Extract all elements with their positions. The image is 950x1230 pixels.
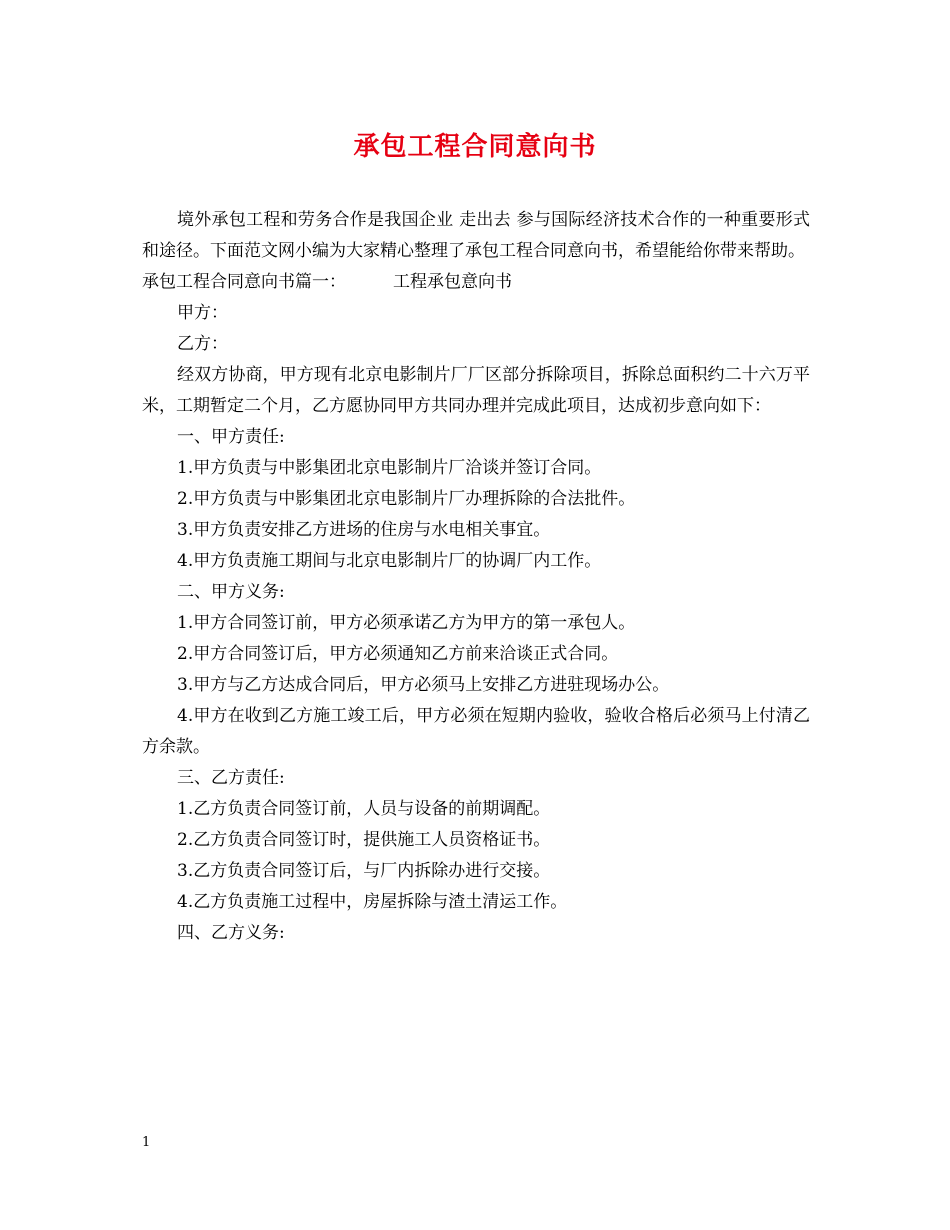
subtitle-left: 承包工程合同意向书篇一：: [142, 272, 346, 292]
section-item: 1.甲方合同签订前，甲方必须承诺乙方为甲方的第一承包人。: [177, 613, 636, 633]
section-item: 2.乙方负责合同签订时，提供施工人员资格证书。: [177, 830, 551, 850]
section-item: 4.甲方负责施工期间与北京电影制片厂的协调厂内工作。: [177, 551, 602, 571]
document-title: 承包工程合同意向书: [353, 132, 597, 162]
preamble-paragraph: 经双方协商，甲方现有北京电影制片厂厂区部分拆除项目，拆除总面积约二十六万平米，工期暂定二个月，乙方愿协同甲方共同办理并完成此项目，达成初步意向如下：: [142, 365, 810, 416]
section-item: 3.甲方与乙方达成合同后，甲方必须马上安排乙方进驻现场办公。: [177, 675, 670, 695]
section-heading: 四、乙方义务:: [177, 923, 285, 943]
section-item: 2.甲方合同签订后，甲方必须通知乙方前来洽谈正式合同。: [177, 644, 619, 664]
section-heading: 一、甲方责任:: [177, 427, 285, 447]
page-number: 1: [142, 1135, 151, 1150]
party-b-label: 乙方：: [177, 334, 228, 354]
section-item: 3.乙方负责合同签订后，与厂内拆除办进行交接。: [177, 861, 551, 881]
section-item: 2.甲方负责与中影集团北京电影制片厂办理拆除的合法批件。: [177, 489, 636, 509]
section-item: 4.甲方在收到乙方施工竣工后，甲方必须在短期内验收，验收合格后必须马上付清乙方余款。: [142, 706, 810, 757]
section-heading: 二、甲方义务:: [177, 582, 285, 602]
party-a-label: 甲方：: [177, 303, 228, 323]
section-item: 4.乙方负责施工过程中，房屋拆除与渣土清运工作。: [177, 892, 568, 912]
section-item: 1.甲方负责与中影集团北京电影制片厂洽谈并签订合同。: [177, 458, 602, 478]
intro-paragraph: 境外承包工程和劳务合作是我国企业 走出去 参与国际经济技术合作的一种重要形式和途径。下面范文网小编为大家精心整理了承包工程合同意向书，希望能给你带来帮助。: [142, 210, 810, 261]
document-body: [142, 205, 810, 949]
section-item: 1.乙方负责合同签订前，人员与设备的前期调配。: [177, 799, 551, 819]
section-heading: 三、乙方责任:: [177, 768, 285, 788]
subtitle-line: [142, 267, 810, 298]
section-item: 3.甲方负责安排乙方进场的住房与水电相关事宜。: [177, 520, 551, 540]
subtitle-right: 工程承包意向书: [393, 272, 512, 292]
